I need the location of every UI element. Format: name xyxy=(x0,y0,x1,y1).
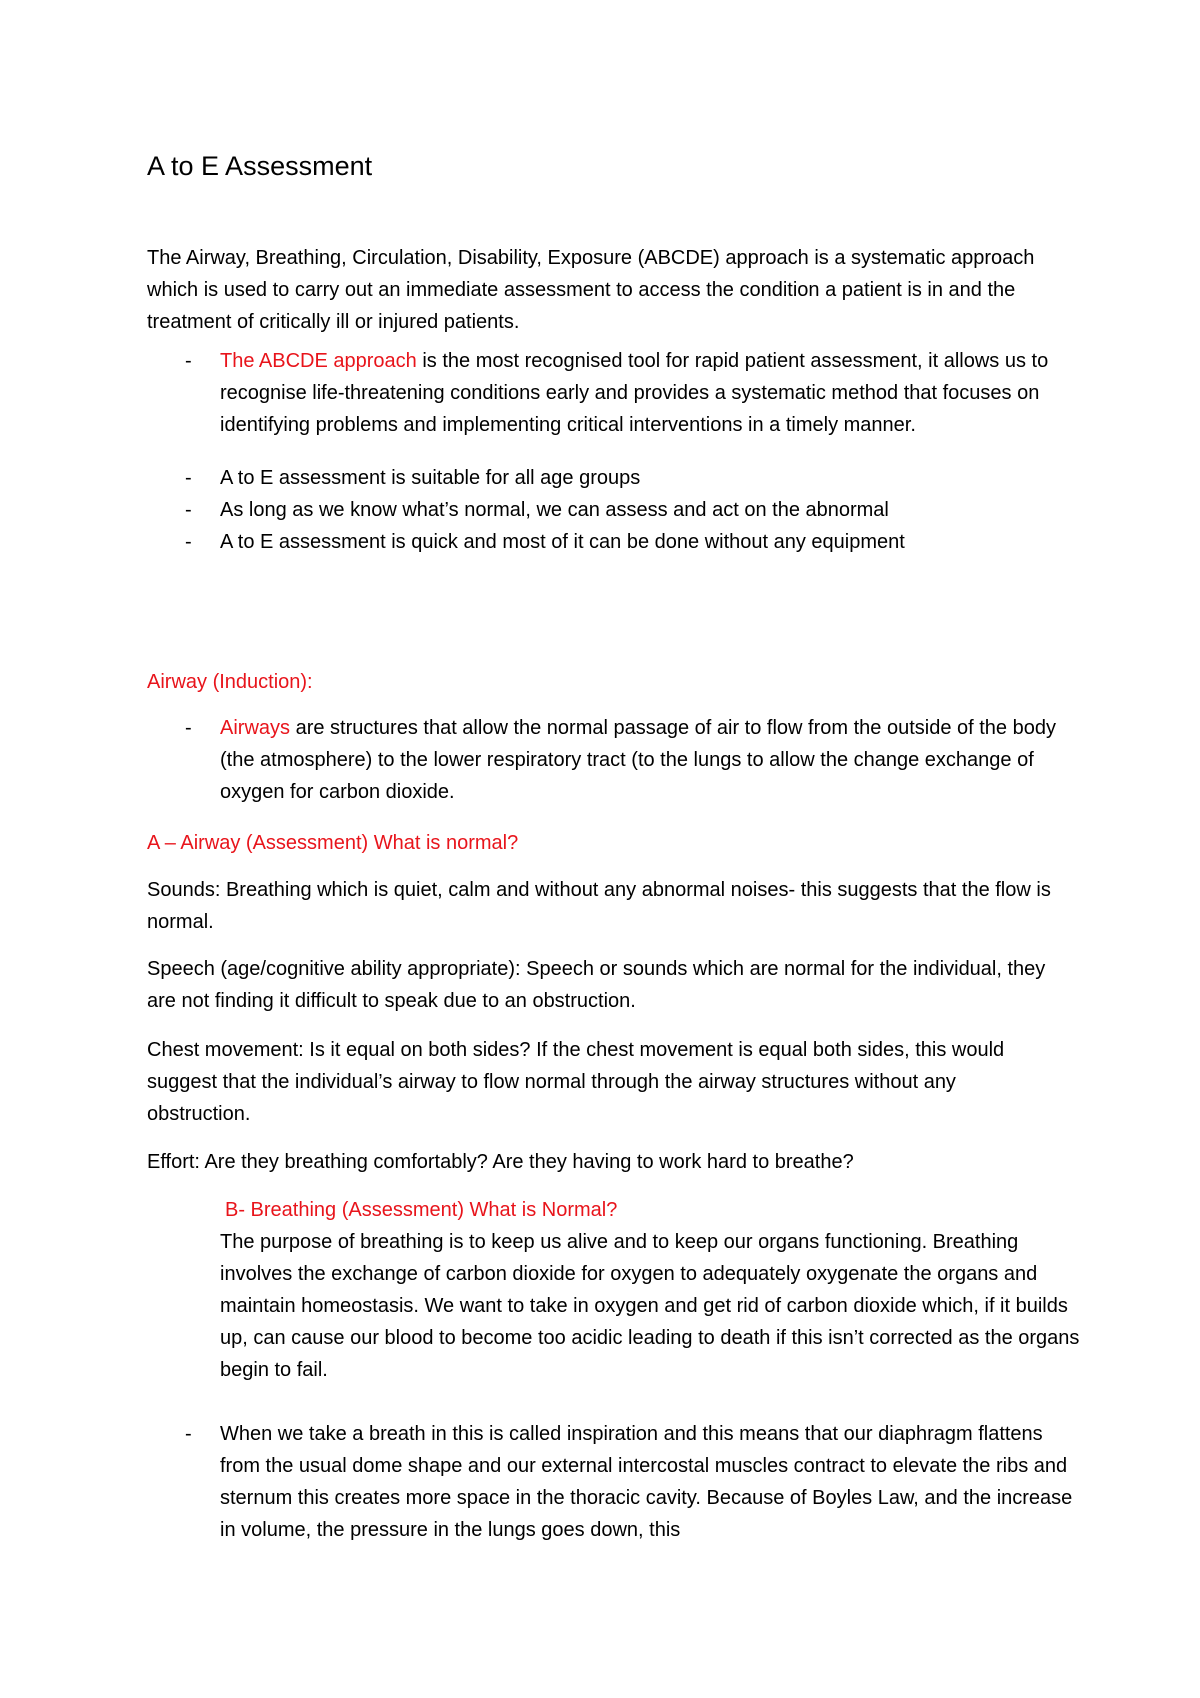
airway-assessment-heading: A – Airway (Assessment) What is normal? xyxy=(147,832,519,854)
bullet-dash: - xyxy=(185,350,192,372)
bullet-text: As long as we know what’s normal, we can assess and act on the abnormal xyxy=(220,499,889,521)
bullet-lead: Airways xyxy=(220,717,291,739)
bullet-dash: - xyxy=(185,467,192,489)
bullet-dash: - xyxy=(185,499,192,521)
chest-paragraph: Chest movement: Is it equal on both sides? If the chest movement is equal both sides, this would suggest that the individual’s airway to flow normal through the airway structures without any obstruction. xyxy=(147,1039,1005,1125)
bullet-text: are structures that allow the normal passage of air to flow from the outside of the body (the atmosphere) to the lower respiratory tract (to the lungs to allow the change exchange of oxygen for carbon dioxide. xyxy=(220,717,1056,803)
list-item xyxy=(147,494,1077,526)
sounds-paragraph: Sounds: Breathing which is quiet, calm and without any abnormal noises- this suggests that the flow is normal. xyxy=(147,879,1051,933)
list-item xyxy=(147,462,1077,494)
intro-paragraph: The Airway, Breathing, Circulation, Disability, Exposure (ABCDE) approach is a systematic approach which is used to carry out an immediate assessment to access the condition a patient is in and the treatment of critically ill or injured patients. xyxy=(147,247,1035,333)
bullet-text: A to E assessment is quick and most of it can be done without any equipment xyxy=(220,531,905,553)
bullet-text: A to E assessment is suitable for all age groups xyxy=(220,467,641,489)
airway-heading: Airway (Induction): xyxy=(147,671,313,693)
list-item xyxy=(147,345,1077,475)
effort-paragraph: Effort: Are they breathing comfortably? Are they having to work hard to breathe? xyxy=(147,1151,854,1173)
list-item xyxy=(147,712,1077,808)
list-item xyxy=(147,526,1077,558)
breathing-paragraph: The purpose of breathing is to keep us alive and to keep our organs functioning. Breathing involves the exchange of carbon dioxide for oxygen to adequately oxygenate the organs and maintain homeostasis. We want to take in oxygen and get rid of carbon dioxide which, if it builds up, can cause our blood to become too acidic leading to death if this isn’t corrected as the organs begin to fail. xyxy=(220,1231,1080,1381)
bullet-dash: - xyxy=(185,1423,192,1445)
list-item xyxy=(147,1418,1077,1548)
bullet-dash: - xyxy=(185,717,192,739)
bullet-text: is the most recognised tool for rapid patient assessment, it allows us to recognise life-threatening conditions early and provides a systematic method that focuses on identifying problems and implementing critical interventions in a timely manner. xyxy=(220,350,1049,436)
breathing-assessment-heading: B- Breathing (Assessment) What is Normal? xyxy=(225,1199,618,1221)
page-title: A to E Assessment xyxy=(147,151,373,181)
bullet-text: When we take a breath in this is called inspiration and this means that our diaphragm flattens from the usual dome shape and our external intercostal muscles contract to elevate the ribs and sternum this creates more space in the thoracic cavity. Because of Boyles Law, and the increase in volume, the pressure in the lungs goes down, this xyxy=(220,1423,1073,1541)
bullet-dash: - xyxy=(185,531,192,553)
bullet-lead: The ABCDE approach xyxy=(220,350,417,372)
speech-paragraph: Speech (age/cognitive ability appropriate): Speech or sounds which are normal for the individual, they are not finding it difficult to speak due to an obstruction. xyxy=(147,958,1046,1012)
